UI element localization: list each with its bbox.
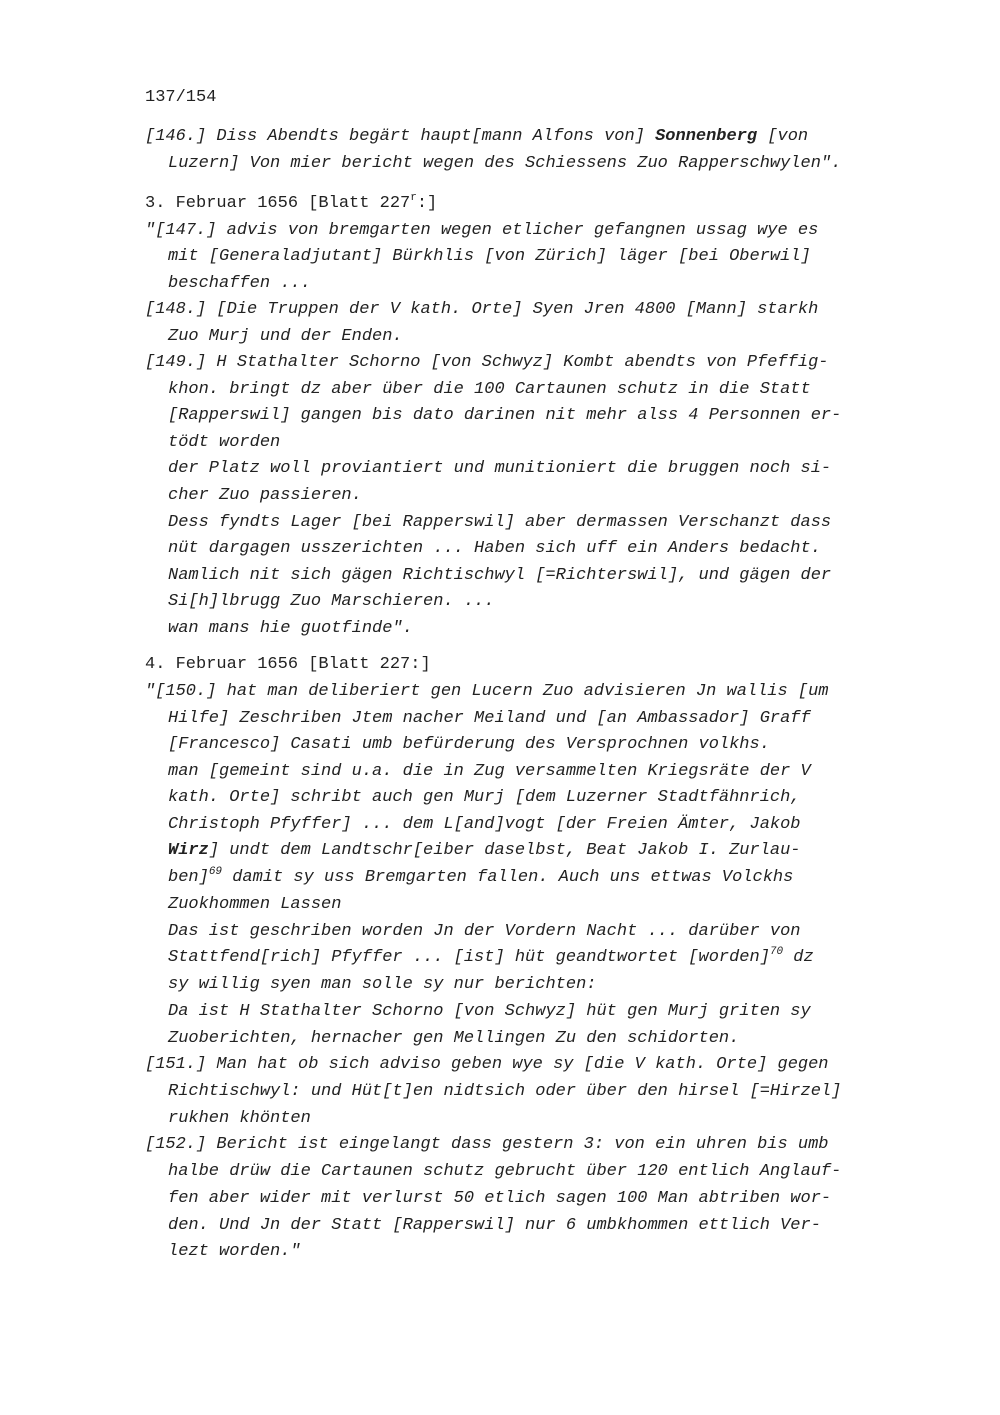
page-number: 137/154 (145, 88, 217, 107)
text-line (168, 155, 841, 172)
line-text: kath. Orte] schribt auch gen Murj [dem Luzerner Stadtfähnrich, (168, 788, 801, 807)
line-text: [151.] Man hat ob sich adviso geben wye sy [die V kath. Orte] gegen (145, 1055, 829, 1074)
text-line (168, 1217, 821, 1234)
line-text: tödt worden (168, 433, 281, 452)
line-text: cher Zuo passieren. (168, 486, 362, 505)
text-line (145, 128, 808, 145)
text-line (168, 248, 811, 265)
line-text: Stattfend[rich] Pfyffer ... [ist] hüt geandtwortet [worden] (168, 948, 770, 967)
line-text: [von (757, 127, 809, 146)
footnote-marker: 70 (769, 946, 784, 958)
line-text: mit [Generaladjutant] Bürkhlis [von Zürich] läger [bei Oberwil] (168, 247, 811, 266)
line-text: Namlich nit sich gägen Richtischwyl [=Richterswil], und gägen der (168, 566, 832, 585)
line-text: Christoph Pfyffer] ... dem L[and]vogt [der Freien Ämter, Jakob (168, 815, 801, 834)
line-text: Zuokhommen Lassen (168, 895, 342, 914)
text-line (168, 275, 311, 292)
text-line (168, 514, 831, 531)
text-line (145, 1136, 829, 1153)
text-line (168, 896, 341, 913)
line-text: 4. Februar 1656 [Blatt 227:] (145, 655, 431, 674)
text-line (168, 407, 841, 424)
line-text: sy willig syen man solle sy nur berichten: (168, 975, 597, 994)
text-line (168, 1163, 841, 1180)
footnote-marker: 69 (208, 866, 223, 878)
line-text: Richtischwyl: und Hüt[t]en nidtsich oder über den hirsel [=Hirzel] (168, 1082, 842, 1101)
text-line (168, 1190, 831, 1207)
line-text: dz (783, 948, 814, 967)
line-text: rukhen khönten (168, 1109, 311, 1128)
line-text: Si[h]lbrugg Zuo Marschieren. ... (168, 592, 495, 611)
text-line (168, 763, 811, 780)
text-line (168, 789, 801, 806)
line-text: Hilfe] Zeschriben Jtem nacher Meiland und [an Ambassador] Graff (168, 709, 811, 728)
text-line (145, 192, 438, 213)
text-line (145, 1056, 829, 1073)
line-text: Das ist geschriben worden Jn der Vordern Nacht ... darüber von (168, 922, 801, 941)
line-text: :] (416, 194, 438, 213)
line-text: "[147.] advis von bremgarten wegen etlicher gefangnen ussag wye es (145, 221, 819, 240)
text-line (168, 1083, 841, 1100)
text-line (168, 1243, 301, 1260)
text-line (145, 301, 818, 318)
line-text: der Platz woll proviantiert und munitioniert die bruggen noch si- (168, 459, 832, 478)
line-text: beschaffen ... (168, 274, 311, 293)
footnote-marker: r (410, 192, 417, 204)
text-line (168, 1110, 311, 1127)
line-text: fen aber wider mit verlurst 50 etlich sagen 100 Man abtriben wor- (168, 1189, 832, 1208)
line-text: lezt worden." (168, 1242, 301, 1261)
line-text: man [gemeint sind u.a. die in Zug versammelten Kriegsräte der V (168, 762, 811, 781)
line-text: ben] (168, 868, 209, 887)
line-text: [152.] Bericht ist eingelangt dass gestern 3: von ein uhren bis umb (145, 1135, 829, 1154)
line-text: halbe drüw die Cartaunen schutz gebrucht über 120 entlich Anglauf- (168, 1162, 842, 1181)
line-text: [Rapperswil] gangen bis dato darinen nit mehr alss 4 Personnen er- (168, 406, 842, 425)
text-line (168, 976, 596, 993)
text-line (168, 567, 831, 584)
text-line (145, 222, 818, 239)
line-text: Da ist H Stathalter Schorno [von Schwyz] hüt gen Murj griten sy (168, 1002, 811, 1021)
text-line (168, 866, 794, 887)
text-line (145, 354, 829, 371)
text-line (168, 328, 403, 345)
line-text: [148.] [Die Truppen der V kath. Orte] Syen Jren 4800 [Mann] starkh (145, 300, 819, 319)
text-line (168, 593, 494, 610)
text-line (168, 736, 770, 753)
line-text: [146.] Diss Abendts begärt haupt[mann Alfons von] (145, 127, 656, 146)
text-line (168, 923, 801, 940)
text-line (168, 842, 801, 859)
text-line (168, 540, 821, 557)
line-text: [Francesco] Casati umb befürderung des Versprochnen volkhs. (168, 735, 770, 754)
text-line (168, 1030, 739, 1047)
text-line (145, 656, 431, 673)
text-line (168, 1003, 811, 1020)
line-text: "[150.] hat man deliberiert gen Lucern Zuo advisieren Jn wallis [um (145, 682, 829, 701)
bold-name: Sonnenberg (655, 127, 758, 146)
text-line (168, 620, 413, 637)
line-text: [149.] H Stathalter Schorno [von Schwyz] Kombt abendts von Pfeffig- (145, 353, 829, 372)
text-line (145, 683, 829, 700)
line-text: Dess fyndts Lager [bei Rapperswil] aber dermassen Verschanzt dass (168, 513, 832, 532)
text-line (168, 381, 811, 398)
text-line (168, 710, 811, 727)
line-text: nüt dargagen usszerichten ... Haben sich uff ein Anders bedacht. (168, 539, 821, 558)
line-text: ] undt dem Landtschr[eiber daselbst, Beat Jakob I. Zurlau- (208, 841, 801, 860)
line-text: Luzern] Von mier bericht wegen des Schiessens Zuo Rapperschwylen". (168, 154, 842, 173)
text-line (168, 460, 831, 477)
line-text: den. Und Jn der Statt [Rapperswil] nur 6 umbkhommen ettlich Ver- (168, 1216, 821, 1235)
line-text: Zuo Murj und der Enden. (168, 327, 403, 346)
line-text: damit sy uss Bremgarten fallen. Auch uns ettwas Volckhs (222, 868, 794, 887)
text-line (168, 946, 814, 967)
bold-name: Wirz (168, 841, 209, 860)
text-line (168, 434, 280, 451)
text-line (168, 816, 801, 833)
line-text: wan mans hie guotfinde". (168, 619, 413, 638)
text-line (168, 487, 362, 504)
line-text: Zuoberichten, hernacher gen Mellingen Zu den schidorten. (168, 1029, 740, 1048)
line-text: 3. Februar 1656 [Blatt 227 (145, 194, 411, 213)
line-text: khon. bringt dz aber über die 100 Cartaunen schutz in die Statt (168, 380, 811, 399)
